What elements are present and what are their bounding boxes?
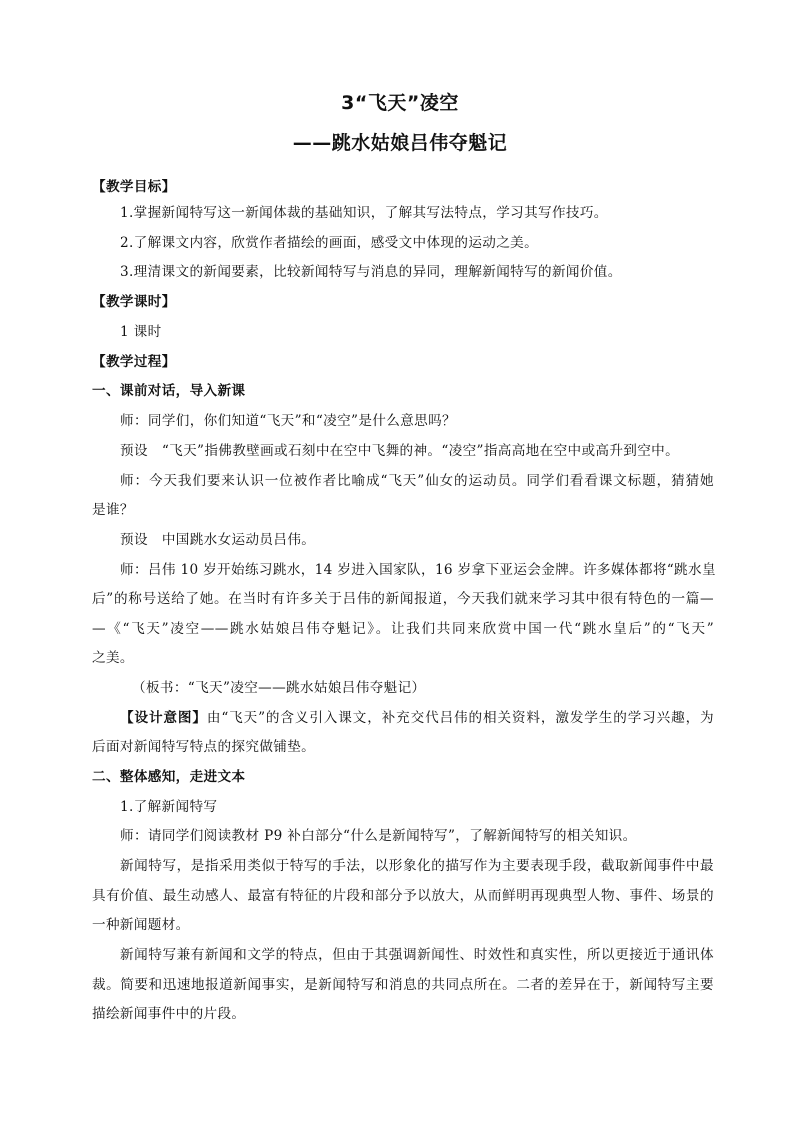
paragraph: 之美。: [92, 650, 134, 666]
paragraph: 新闻特写，是指采用类似于特写的手法，以形象化的描写作为主要表现手段，截取新闻事件中最: [120, 858, 714, 874]
paragraph: 师：请同学们阅读教材 P9 补白部分“什么是新闻特写”，了解新闻特写的相关知识。: [120, 828, 637, 844]
paragraph: 预设 中国跳水女运动员吕伟。: [120, 532, 316, 548]
paragraph: 新闻特写兼有新闻和文学的特点，但由于其强调新闻性、时效性和真实性，所以更接近于通讯体: [120, 947, 714, 963]
design-intent: [120, 708, 714, 728]
paragraph: 描绘新闻事件中的片段。: [92, 1006, 246, 1022]
paragraph: 是谁？: [92, 502, 134, 518]
paragraph: 一种新闻题材。: [92, 917, 190, 933]
paragraph: —《“飞天”凌空——跳水姑娘吕伟夺魁记》。让我们共同来欣赏中国一代“跳水皇后”的“飞天”: [92, 621, 714, 637]
design-intent-label: 【设计意图】: [120, 710, 207, 726]
paragraph: 具有价值、最生动感人、最富有特征的片段和部分予以放大，从而鲜明再现典型人物、事件、场景的: [92, 888, 714, 904]
paragraph: 1.了解新闻特写: [120, 799, 218, 815]
paragraph: 后”的称号送给了她。在当时有许多关于吕伟的新闻报道，今天我们就来学习其中很有特色的一篇—: [92, 591, 714, 607]
objective-item: 2.了解课文内容，欣赏作者描绘的画面，感受文中体现的运动之美。: [120, 235, 539, 251]
paragraph: 裁。简要和迅速地报道新闻事实，是新闻特写和消息的共同点所在。二者的差异在于，新闻特写主要: [92, 977, 714, 993]
section-heading: 一、课前对话，导入新课: [92, 383, 246, 399]
blackboard-note: （板书：“飞天”凌空——跳水姑娘吕伟夺魁记）: [132, 680, 426, 696]
paragraph: 师：今天我们要来认识一位被作者比喻成“飞天”仙女的运动员。同学们看看课文标题，猜猜她: [120, 473, 714, 489]
paragraph: 师：同学们，你们知道“飞天”和“凌空”是什么意思吗？: [120, 413, 456, 429]
hours-value: 1 课时: [120, 324, 162, 340]
hours-heading: 【教学课时】: [92, 294, 176, 310]
paragraph: 后面对新闻特写特点的探究做铺垫。: [92, 739, 316, 755]
process-heading: 【教学过程】: [92, 354, 176, 370]
paragraph: 师：吕伟 10 岁开始练习跳水，14 岁进入国家队，16 岁拿下亚运会金牌。许多媒体都将“跳水皇: [120, 562, 716, 578]
objectives-heading: 【教学目标】: [92, 179, 176, 195]
objective-item: 1.掌握新闻特写这一新闻体裁的基础知识，了解其写法特点，学习其写作技巧。: [120, 205, 608, 221]
design-intent-text: 由“飞天”的含义引入课文，补充交代吕伟的相关资料，激发学生的学习兴趣，为: [206, 710, 715, 726]
document-subtitle: ——跳水姑娘吕伟夺魁记: [292, 132, 508, 154]
paragraph: 预设 “飞天”指佛教壁画或石刻中在空中飞舞的神。“凌空”指高高地在空中或高升到空中。: [120, 443, 680, 459]
section-heading: 二、整体感知，走进文本: [92, 769, 246, 785]
objective-item: 3.理清课文的新闻要素，比较新闻特写与消息的异同，理解新闻特写的新闻价值。: [120, 264, 622, 280]
document-title: 3“飞天”凌空: [341, 92, 459, 114]
